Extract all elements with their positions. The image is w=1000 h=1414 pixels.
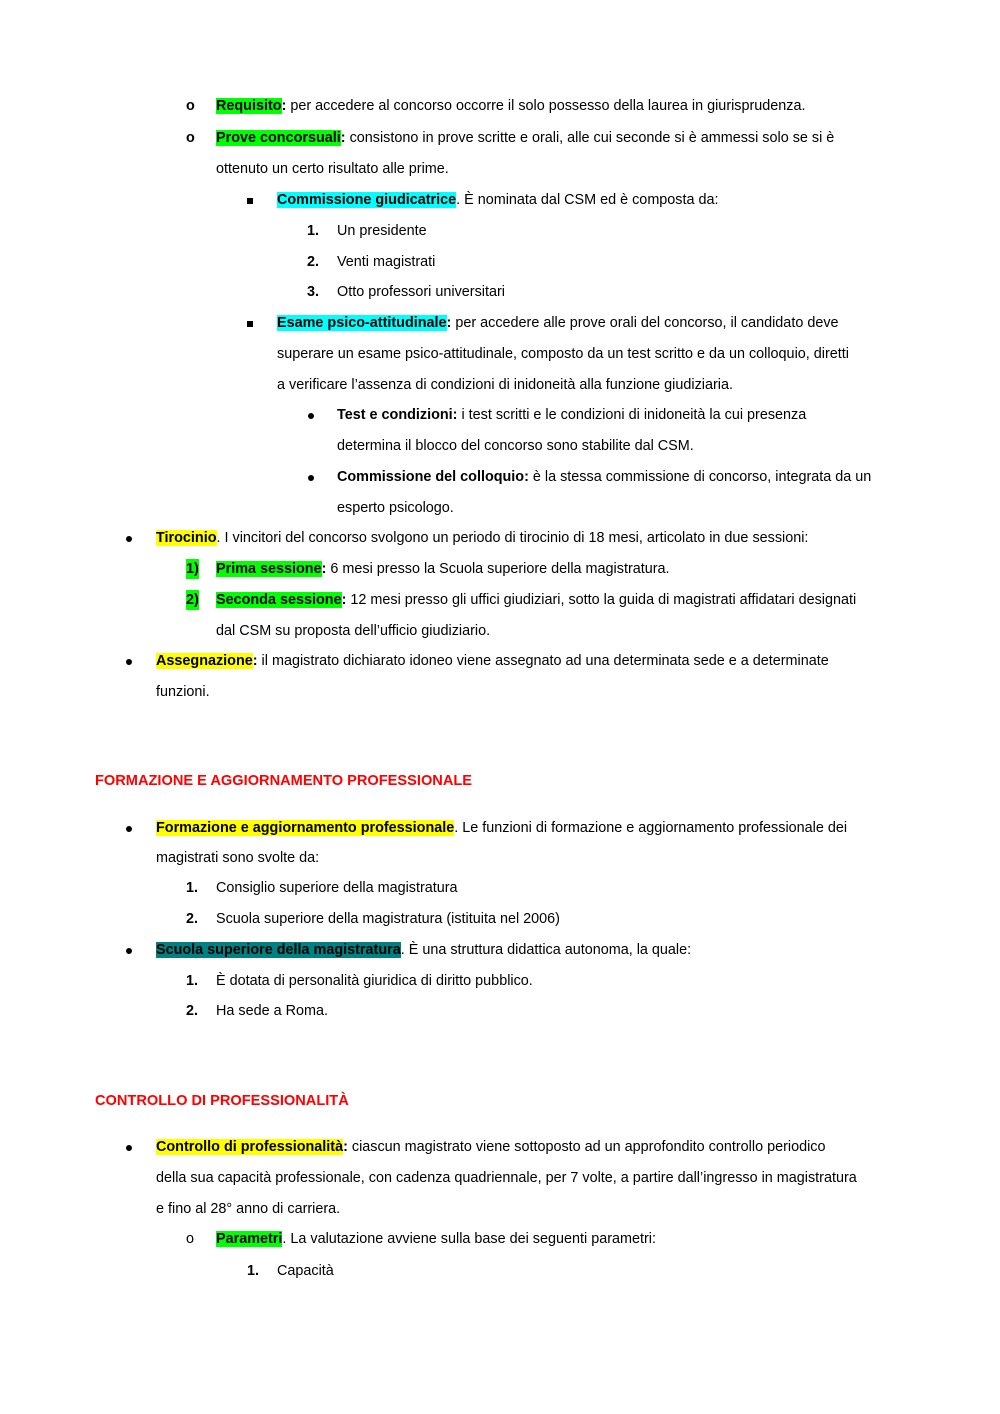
- numbered-item: Consiglio superiore della magistratura: [216, 880, 458, 896]
- item-text: . È una struttura didattica autonoma, la quale:: [400, 942, 692, 958]
- number-marker: 1.: [247, 1263, 260, 1279]
- item-continuation: ottenuto un certo risultato alle prime.: [216, 161, 449, 177]
- item-continuation: esperto psicologo.: [337, 500, 454, 516]
- item-text: . Le funzioni di formazione e aggiornamento professionale dei: [454, 820, 848, 836]
- number-marker: 1.: [307, 223, 320, 239]
- highlight-label: Controllo di professionalità: [156, 1139, 344, 1155]
- list-item-parametri: [216, 1229, 656, 1249]
- highlight-label: Scuola superiore della magistratura: [156, 942, 401, 958]
- colon: :: [340, 130, 346, 146]
- list-item-tirocinio: [156, 528, 808, 548]
- item-text: è la stessa commissione di concorso, integrata da un: [528, 469, 872, 485]
- item-continuation: e fino al 28° anno di carriera.: [156, 1201, 341, 1217]
- number-marker: 2.: [186, 1003, 199, 1019]
- item-continuation: superare un esame psico-attitudinale, composto da un test scritto e da un colloquio, diretti: [277, 346, 849, 362]
- section-heading-controllo: CONTROLLO DI PROFESSIONALITÀ: [95, 1093, 349, 1109]
- highlight-label: Commissione giudicatrice: [277, 192, 457, 208]
- item-continuation: della sua capacità professionale, con cadenza quadriennale, per 7 volte, a partire dall’ingresso in magistratura: [156, 1170, 857, 1186]
- circle-bullet: o: [186, 130, 195, 146]
- list-item-scuola: [156, 940, 691, 960]
- numbered-item: Otto professori universitari: [337, 284, 505, 300]
- item-text: 12 mesi presso gli uffici giudiziari, sotto la guida di magistrati affidatari designati: [346, 592, 857, 608]
- item-text: ciascun magistrato viene sottoposto ad un approfondito controllo periodico: [347, 1139, 826, 1155]
- round-bullet: [308, 467, 314, 487]
- round-bullet: [126, 940, 132, 960]
- number-marker: 3.: [307, 284, 320, 300]
- item-continuation: dal CSM su proposta dell’ufficio giudiziario.: [216, 623, 491, 639]
- list-item-prima: [216, 559, 670, 579]
- list-item-prove: [216, 128, 834, 148]
- number-marker: 2.: [186, 911, 199, 927]
- item-text: . I vincitori del concorso svolgono un periodo di tirocinio di 18 mesi, articolato in due sessioni:: [216, 530, 809, 546]
- item-text: per accedere alle prove orali del concorso, il candidato deve: [451, 315, 839, 331]
- highlight-label: Tirocinio: [156, 530, 217, 546]
- list-item-controllo: [156, 1137, 825, 1157]
- round-bullet: [308, 405, 314, 425]
- highlight-label: Parametri: [216, 1231, 283, 1247]
- colon: :: [281, 98, 287, 114]
- highlight-label: Esame psico-attitudinale: [277, 315, 447, 331]
- colon: :: [446, 315, 452, 331]
- highlight-label: Prima sessione: [216, 561, 322, 577]
- square-bullet: [247, 190, 253, 210]
- item-continuation: a verificare l’assenza di condizioni di inidoneità alla funzione giudiziaria.: [277, 377, 733, 393]
- round-bullet: [126, 528, 132, 548]
- item-text: 6 mesi presso la Scuola superiore della magistratura.: [326, 561, 670, 577]
- highlight-label: Seconda sessione: [216, 592, 342, 608]
- item-text: i test scritti e le condizioni di inidoneità la cui presenza: [457, 407, 807, 423]
- round-bullet: [126, 818, 132, 838]
- numbered-item: È dotata di personalità giuridica di diritto pubblico.: [216, 973, 533, 989]
- circle-bullet: o: [186, 98, 195, 114]
- numbered-item: Capacità: [277, 1263, 334, 1279]
- circle-bullet: o: [186, 1231, 195, 1247]
- colon: :: [343, 1139, 348, 1155]
- colon: :: [341, 592, 347, 608]
- numbered-item: Ha sede a Roma.: [216, 1003, 328, 1019]
- item-text: . La valutazione avviene sulla base dei seguenti parametri:: [282, 1231, 656, 1247]
- item-text: il magistrato dichiarato idoneo viene assegnato ad una determinata sede e a determinate: [257, 653, 829, 669]
- list-item-colloquio: [337, 467, 871, 487]
- highlight-label: Assegnazione: [156, 653, 253, 669]
- item-text: per accedere al concorso occorre il solo possesso della laurea in giurisprudenza.: [286, 98, 806, 114]
- round-bullet: [126, 651, 132, 671]
- round-bullet: [126, 1137, 132, 1157]
- section-heading-formazione: FORMAZIONE E AGGIORNAMENTO PROFESSIONALE: [95, 773, 473, 789]
- square-bullet: [247, 313, 253, 333]
- list-item-seconda: [216, 590, 856, 610]
- colon: :: [252, 653, 258, 669]
- numbered-item: Scuola superiore della magistratura (istituita nel 2006): [216, 911, 560, 927]
- item-text: consistono in prove scritte e orali, alle cui seconde si è ammessi solo se si è: [345, 130, 835, 146]
- highlight-label: Formazione e aggiornamento professionale: [156, 820, 455, 836]
- paren-number-marker: 2): [186, 592, 199, 608]
- list-item-test: [337, 405, 806, 425]
- bold-label: Commissione del colloquio:: [337, 469, 529, 485]
- list-item-esame: [277, 313, 839, 333]
- list-item-formazione: [156, 818, 847, 838]
- highlight-label: Requisito: [216, 98, 282, 114]
- list-item-requisito: [216, 96, 806, 116]
- highlight-label: Prove concorsuali: [216, 130, 341, 146]
- paren-number-marker: 1): [186, 561, 199, 577]
- number-marker: 1.: [186, 973, 199, 989]
- item-continuation: magistrati sono svolte da:: [156, 850, 320, 866]
- numbered-item: Un presidente: [337, 223, 427, 239]
- numbered-item: Venti magistrati: [337, 254, 436, 270]
- item-continuation: funzioni.: [156, 684, 210, 700]
- number-marker: 1.: [186, 880, 199, 896]
- item-text: . È nominata dal CSM ed è composta da:: [456, 192, 719, 208]
- number-marker: 2.: [307, 254, 320, 270]
- bold-label: Test e condizioni:: [337, 407, 458, 423]
- list-item-commissione: [277, 190, 719, 210]
- item-continuation: determina il blocco del concorso sono stabilite dal CSM.: [337, 438, 694, 454]
- list-item-assegnazione: [156, 651, 829, 671]
- colon: :: [321, 561, 327, 577]
